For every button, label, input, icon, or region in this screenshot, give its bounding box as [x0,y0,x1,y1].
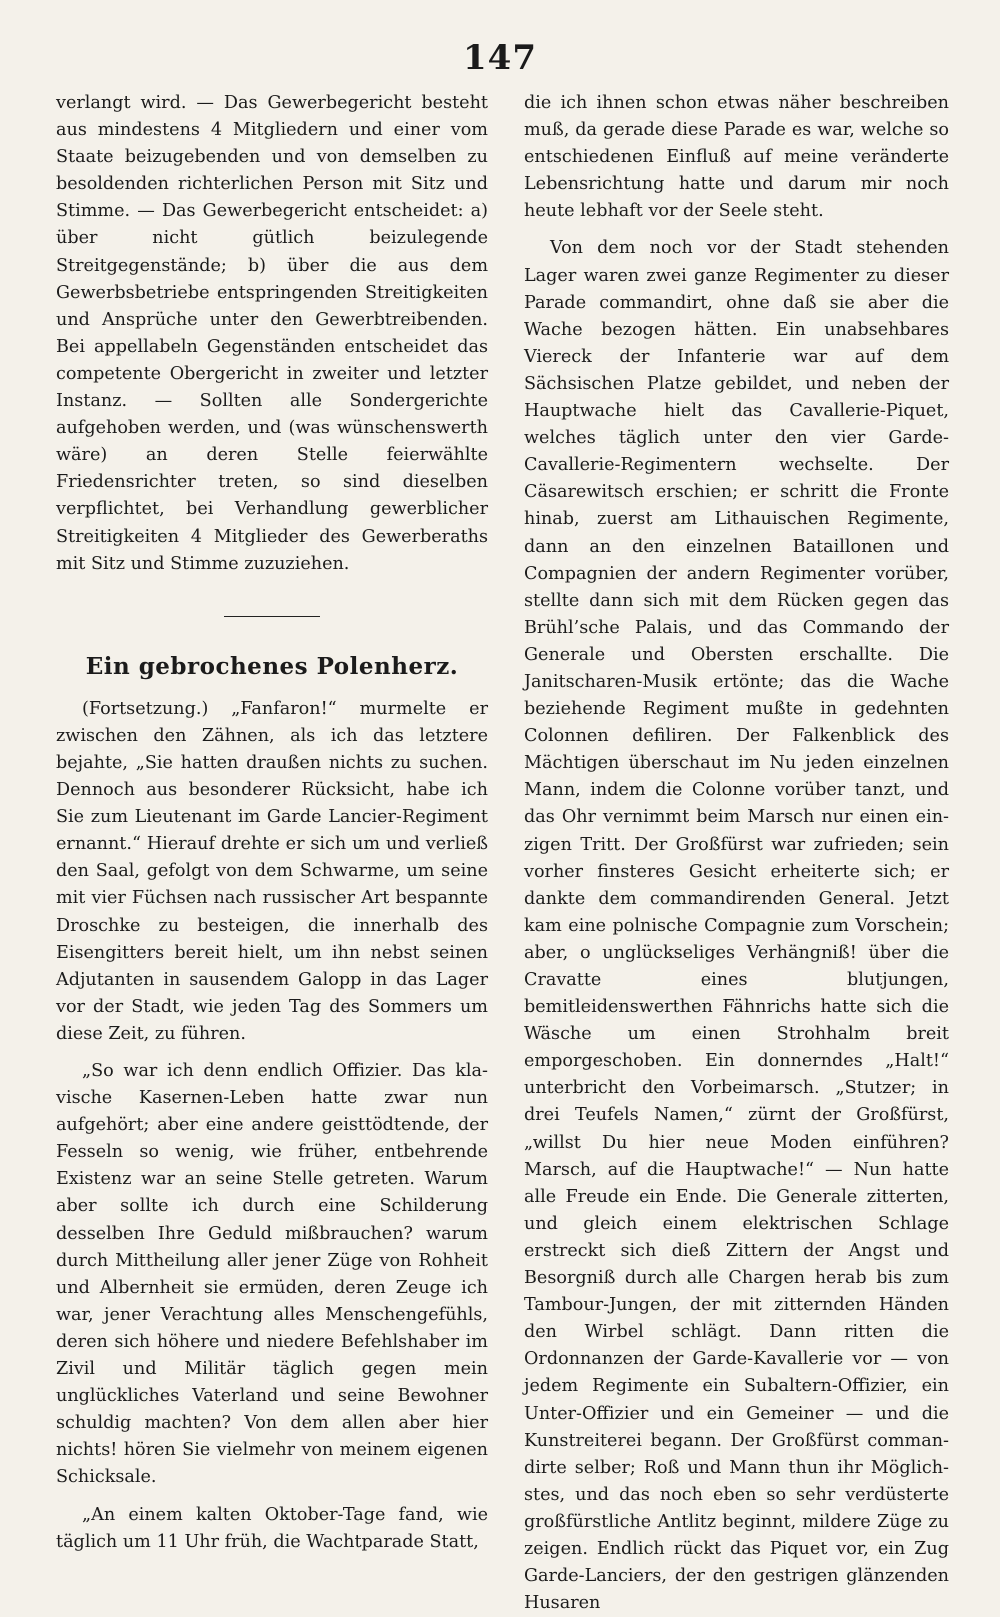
page-number: 147 [463,38,537,78]
article-paragraph: Von dem noch vor der Stadt stehenden Lager waren zwei ganze Regimenter zu dieser Parade commandirt, ohne daß sie aber die Wache bezogen hätten. Ein unabsehbares Viereck der Infanterie war auf dem Sächsischen Platze gebildet, und neben der Hauptwache hielt das Cavallerie-Piquet, welches täglich unter den vier Garde-Cavallerie-Regimentern wechselte. Der Cäsarewitsch erschien; er schritt die Fronte hinab, zuerst am Lithauischen Regimente, dann an den einzelnen Bataillonen und Compagnien der andern Regimenter vorüber, stellte dann sich mit dem Rücken gegen das Brühl’sche Palais, und das Commando der Generale und Obersten erschallte. Die Janitscharen-Musik ertönte; das die Wache beziehende Regiment mußte in gedehnten Colonnen defiliren. Der Falkenblick des Mächtigen überschaut im Nu jeden einzelnen Mann, indem die Colonne vorüber tanzt, und das Ohr vernimmt beim Marsch nur einen einzigen Tritt. Der Großfürst war zufrieden; sein vorher finsteres Gesicht erheiterte sich; er dankte dem commandirenden General. Jetzt kam eine polnische Compagnie zum Vorschein; aber, o unglückseliges Verhängniß! über die Cravatte eines blutjungen, bemitleidenswerthen Fähnrichs hatte sich die Wäsche um einen Strohhalm breit emporgeschoben. Ein donnerndes „Halt!“ unterbricht den Vorbeimarsch. „Stutzer; in drei Teufels Namen,“ zürnt der Großfürst, „willst Du hier neue Moden einführen? Marsch, auf die Hauptwache!“ — Nun hatte alle Freude ein Ende. Die Generale zitterten, und gleich einem elektrischen Schlage erstreckt sich dieß Zittern der Angst und Besorgniß durch alle Chargen herab bis zum Tambour-Jungen, der mit zitternden Händen den Wirbel schlägt. Dann ritten die Ordonnanzen der Garde-Kavallerie vor — von jedem Regimente ein Subaltern-Offizier, ein Unter-Offizier und ein Gemeiner — und die Kunstreiterei begann. Der Großfürst commandirte selber; Roß und Mann thun ihr Möglichstes, und das noch eben so sehr verdüsterte großfürstliche Antlitz beginnt, mildere Züge zu zeigen. Endlich rückt das Piquet vor, ein Zug Garde-Lanciers, der den gestrigen glänzenden Husaren [524,238,949,1614]
section-divider [224,616,320,617]
article-paragraph: die ich ihnen schon etwas näher beschreiben muß, da gerade diese Parade es war, welche so entschiedenen Einfluß auf meine veränderte Lebensrichtung hatte und darum mir noch heute lebhaft vor der Seele steht. [524,93,949,222]
previous-article-paragraph: verlangt wird. — Das Gewerbegericht besteht aus mindestens 4 Mitgliedern und einer vom Staate beizugebenden und von demselben zu besoldenden richterlichen Person mit Sitz und Stimme. — Das Gewerbegericht entscheidet: a) über nicht gütlich beizulegende Streitgegenstände; b) über die aus dem Gewerbsbetriebe entspringenden Streitigkeiten und Ansprüche unter den Gewerbtreibenden. Bei appellabeln Gegenständen entscheidet das competente Obergericht in zweiter und letzter Instanz. — Sollten alle Sondergerichte aufgehoben werden, und (was wünschenswerth wäre) an deren Stelle feierwählte Friedensrichter treten, so sind dieselben verpflichtet, bei Verhandlung gewerblicher Streitigkeiten 4 Mitglieder des Gewerberaths mit Sitz und Stimme zuzuziehen. [56,93,488,574]
article-paragraph: „So war ich denn endlich Offizier. Das klavische Kasernen-Leben hatte zwar nun aufgehört; aber eine andere geisttödtende, der Fesseln so wenig, wie früher, entbehrende Existenz war an seine Stelle getreten. Warum aber sollte ich durch eine Schilderung desselben Ihre Geduld mißbrauchen? warum durch Mittheilung aller jener Züge von Rohheit und Albernheit sie ermüden, deren Zeuge ich war, jener Verachtung alles Menschengefühls, deren sich höhere und niedere Befehlshaber im Zivil und Militär täglich gegen mein unglückliches Vaterland und seine Bewohner schuldig machten? Von dem allen aber hier nichts! hören Sie vielmehr von meinem eigenen Schicksale. [56,1061,488,1488]
article-paragraph: „An einem kalten Oktober-Tage fand, wie täglich um 11 Uhr früh, die Wachtparade Statt, [56,1504,488,1552]
article-paragraph: (Fortsetzung.) „Fanfaron!“ murmelte er zwischen den Zähnen, als ich das letztere bejahte, „Sie hatten draußen nichts zu suchen. Dennoch aus besonderer Rücksicht, habe ich Sie zum Lieutenant im Garde Lancier-Regiment ernannt.“ Hierauf drehte er sich um und verließ den Saal, gefolgt von dem Schwarme, um seine mit vier Füchsen nach russischer Art bespannte Droschke zu besteigen, die innerhalb des Eisengitters bereit hielt, um ihn nebst seinen Adjutanten in sausendem Galopp in das Lager vor der Stadt, wie jeden Tag des Sommers um diese Zeit, zu führen. [56,698,488,1044]
article-title: Ein gebrochenes Polenherz. [85,652,459,680]
right-column [524,90,949,1617]
left-column [56,90,488,1556]
